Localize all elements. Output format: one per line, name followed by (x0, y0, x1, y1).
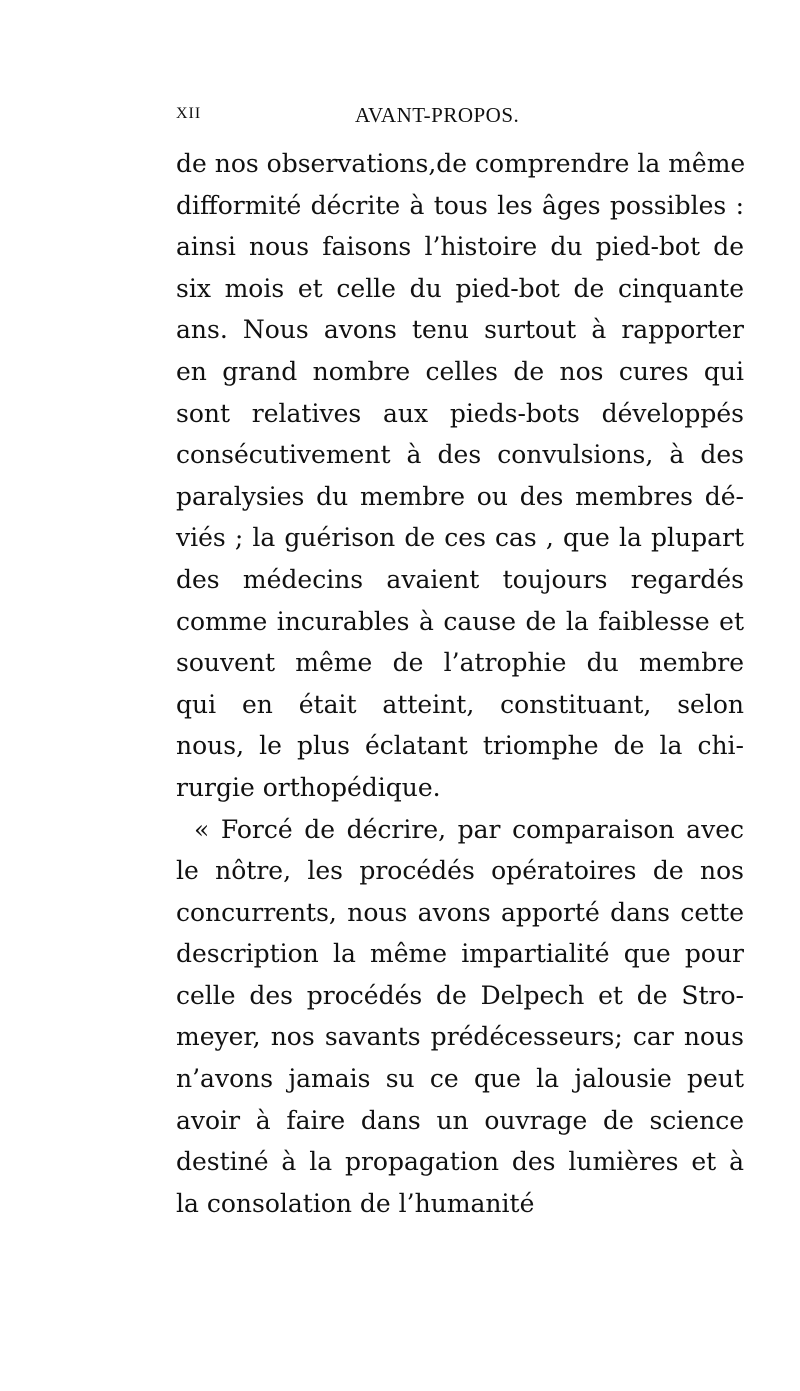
text-line: souvent même de l’atrophie du membre (176, 648, 744, 678)
text-line: ainsi nous faisons l’histoire du pied-bot de (176, 232, 744, 262)
text-line: six mois et celle du pied-bot de cinquante (176, 273, 744, 303)
text-line: concurrents, nous avons apporté dans cette (176, 897, 744, 927)
text-line: la consolation de l’humanité (176, 1188, 535, 1218)
text-line: nous, le plus éclatant triomphe de la chi- (176, 731, 744, 761)
text-line: consécutivement à des convulsions, à des (176, 440, 744, 470)
text-line: sont relatives aux pieds-bots développés (176, 398, 744, 428)
text-line: destiné à la propagation des lumières et à (176, 1147, 744, 1177)
running-head: AVANT-PROPOS. (355, 103, 520, 127)
text-line: difformité décrite à tous les âges possibles : (176, 190, 744, 220)
text-line: viés ; la guérison de ces cas , que la plupart (176, 523, 744, 553)
text-line: rurgie orthopédique. (176, 772, 441, 802)
text-line: « Forcé de décrire, par comparaison avec (194, 814, 744, 844)
text-line: comme incurables à cause de la faiblesse et (176, 606, 744, 636)
text-line: qui en était atteint, constituant, selon (176, 689, 744, 719)
text-line: le nôtre, les procédés opératoires de nos (176, 856, 744, 886)
text-line: paralysies du membre ou des membres dé- (176, 481, 744, 511)
text-line: ans. Nous avons tenu surtout à rapporter (176, 315, 744, 345)
text-line: celle des procédés de Delpech et de Stro- (176, 980, 744, 1010)
text-line: description la même impartialité que pour (176, 939, 744, 969)
page-header (0, 103, 800, 133)
text-line: en grand nombre celles de nos cures qui (176, 356, 744, 386)
text-line: de nos observations,de comprendre la même (176, 149, 746, 178)
text-line: avoir à faire dans un ouvrage de science (176, 1105, 744, 1135)
text-line: n’avons jamais su ce que la jalousie peut (176, 1064, 744, 1094)
page-number: XII (176, 105, 202, 122)
text-line: meyer, nos savants prédécesseurs; car nous (176, 1022, 744, 1052)
text-line: des médecins avaient toujours regardés (176, 564, 744, 594)
body-text (176, 143, 744, 1224)
